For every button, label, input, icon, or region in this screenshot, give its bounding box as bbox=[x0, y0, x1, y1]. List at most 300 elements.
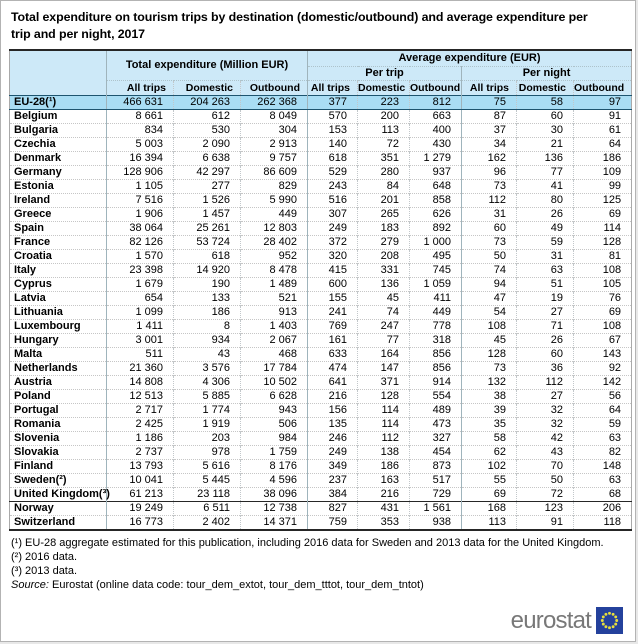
country-label: Switzerland bbox=[10, 515, 107, 530]
value-cell: 10 502 bbox=[241, 375, 308, 389]
value-cell: 109 bbox=[574, 165, 632, 179]
table-row bbox=[10, 221, 632, 235]
col-group-per-trip: Per trip bbox=[308, 66, 462, 80]
value-cell: 183 bbox=[358, 221, 410, 235]
country-label: Italy bbox=[10, 263, 107, 277]
value-cell: 30 bbox=[517, 123, 574, 137]
value-cell: 327 bbox=[410, 431, 462, 445]
value-cell: 216 bbox=[358, 487, 410, 501]
footnote-1: (¹) EU-28 aggregate estimated for this publication, including 2016 data for Sweden and 2013 data for the United Kingdom. bbox=[11, 536, 604, 549]
value-cell: 37 bbox=[462, 123, 517, 137]
country-label: Denmark bbox=[10, 151, 107, 165]
value-cell: 304 bbox=[241, 123, 308, 137]
table-row bbox=[10, 375, 632, 389]
value-cell: 2 717 bbox=[107, 403, 174, 417]
value-cell: 60 bbox=[462, 221, 517, 235]
value-cell: 1 403 bbox=[241, 319, 308, 333]
value-cell: 223 bbox=[358, 95, 410, 109]
value-cell: 74 bbox=[462, 263, 517, 277]
value-cell: 118 bbox=[574, 515, 632, 530]
value-cell: 1 679 bbox=[107, 277, 174, 291]
value-cell: 349 bbox=[308, 459, 358, 473]
country-label: Portugal bbox=[10, 403, 107, 417]
value-cell: 237 bbox=[308, 473, 358, 487]
value-cell: 5 885 bbox=[174, 389, 241, 403]
value-cell: 190 bbox=[174, 277, 241, 291]
table-row bbox=[10, 487, 632, 501]
value-cell: 142 bbox=[574, 375, 632, 389]
value-cell: 729 bbox=[410, 487, 462, 501]
value-cell: 69 bbox=[574, 305, 632, 319]
value-cell: 633 bbox=[308, 347, 358, 361]
value-cell: 4 596 bbox=[241, 473, 308, 487]
value-cell: 82 126 bbox=[107, 235, 174, 249]
value-cell: 71 bbox=[517, 319, 574, 333]
table-row bbox=[10, 151, 632, 165]
value-cell: 97 bbox=[574, 95, 632, 109]
value-cell: 8 049 bbox=[241, 109, 308, 123]
value-cell: 14 920 bbox=[174, 263, 241, 277]
source-line bbox=[11, 578, 625, 592]
col-group-total-expenditure: Total expenditure (Million EUR) bbox=[107, 50, 308, 80]
value-cell: 51 bbox=[517, 277, 574, 291]
value-cell: 6 511 bbox=[174, 501, 241, 515]
value-cell: 8 478 bbox=[241, 263, 308, 277]
country-label: Ireland bbox=[10, 193, 107, 207]
table-row bbox=[10, 403, 632, 417]
value-cell: 42 bbox=[517, 431, 574, 445]
value-cell: 203 bbox=[174, 431, 241, 445]
table-row bbox=[10, 137, 632, 151]
value-cell: 114 bbox=[358, 417, 410, 431]
country-label: France bbox=[10, 235, 107, 249]
value-cell: 600 bbox=[308, 277, 358, 291]
value-cell: 934 bbox=[174, 333, 241, 347]
table-row bbox=[10, 235, 632, 249]
value-cell: 50 bbox=[462, 249, 517, 263]
value-cell: 372 bbox=[308, 235, 358, 249]
value-cell: 449 bbox=[241, 207, 308, 221]
value-cell: 641 bbox=[308, 375, 358, 389]
value-cell: 516 bbox=[308, 193, 358, 207]
value-cell: 27 bbox=[517, 305, 574, 319]
value-cell: 12 513 bbox=[107, 389, 174, 403]
col-header-total-domestic: Domestic bbox=[174, 80, 241, 95]
value-cell: 38 bbox=[462, 389, 517, 403]
value-cell: 10 041 bbox=[107, 473, 174, 487]
value-cell: 147 bbox=[358, 361, 410, 375]
value-cell: 113 bbox=[358, 123, 410, 137]
value-cell: 1 457 bbox=[174, 207, 241, 221]
table-row bbox=[10, 417, 632, 431]
value-cell: 320 bbox=[308, 249, 358, 263]
value-cell: 778 bbox=[410, 319, 462, 333]
value-cell: 39 bbox=[462, 403, 517, 417]
value-cell: 84 bbox=[358, 179, 410, 193]
col-header-trip-all-trips: All trips bbox=[308, 80, 358, 95]
value-cell: 16 773 bbox=[107, 515, 174, 530]
table-row bbox=[10, 445, 632, 459]
value-cell: 61 bbox=[574, 123, 632, 137]
value-cell: 1 000 bbox=[410, 235, 462, 249]
eurostat-wordmark: eurostat bbox=[510, 607, 591, 634]
col-header-night-domestic: Domestic bbox=[517, 80, 574, 95]
value-cell: 984 bbox=[241, 431, 308, 445]
value-cell: 36 bbox=[517, 361, 574, 375]
value-cell: 5 616 bbox=[174, 459, 241, 473]
value-cell: 474 bbox=[308, 361, 358, 375]
value-cell: 1 099 bbox=[107, 305, 174, 319]
table-row bbox=[10, 207, 632, 221]
value-cell: 38 096 bbox=[241, 487, 308, 501]
value-cell: 318 bbox=[410, 333, 462, 347]
value-cell: 1 906 bbox=[107, 207, 174, 221]
value-cell: 38 064 bbox=[107, 221, 174, 235]
value-cell: 41 bbox=[517, 179, 574, 193]
value-cell: 554 bbox=[410, 389, 462, 403]
value-cell: 34 bbox=[462, 137, 517, 151]
value-cell: 892 bbox=[410, 221, 462, 235]
value-cell: 59 bbox=[574, 417, 632, 431]
footnote-2: (²) 2016 data. bbox=[11, 550, 78, 563]
value-cell: 914 bbox=[410, 375, 462, 389]
country-label: Poland bbox=[10, 389, 107, 403]
value-cell: 829 bbox=[241, 179, 308, 193]
value-cell: 54 bbox=[462, 305, 517, 319]
value-cell: 96 bbox=[462, 165, 517, 179]
value-cell: 9 757 bbox=[241, 151, 308, 165]
value-cell: 45 bbox=[358, 291, 410, 305]
value-cell: 663 bbox=[410, 109, 462, 123]
value-cell: 49 bbox=[517, 221, 574, 235]
value-cell: 873 bbox=[410, 459, 462, 473]
value-cell: 1 570 bbox=[107, 249, 174, 263]
value-cell: 247 bbox=[358, 319, 410, 333]
table-row bbox=[10, 263, 632, 277]
col-group-per-night: Per night bbox=[462, 66, 632, 80]
value-cell: 186 bbox=[174, 305, 241, 319]
expenditure-table bbox=[9, 49, 632, 531]
country-label: Austria bbox=[10, 375, 107, 389]
value-cell: 73 bbox=[462, 361, 517, 375]
value-cell: 1 919 bbox=[174, 417, 241, 431]
value-cell: 759 bbox=[308, 515, 358, 530]
value-cell: 648 bbox=[410, 179, 462, 193]
value-cell: 331 bbox=[358, 263, 410, 277]
value-cell: 153 bbox=[308, 123, 358, 137]
value-cell: 32 bbox=[517, 403, 574, 417]
value-cell: 307 bbox=[308, 207, 358, 221]
value-cell: 12 738 bbox=[241, 501, 308, 515]
value-cell: 77 bbox=[517, 165, 574, 179]
footnotes bbox=[11, 536, 625, 593]
value-cell: 529 bbox=[308, 165, 358, 179]
country-label: Romania bbox=[10, 417, 107, 431]
value-cell: 82 bbox=[574, 445, 632, 459]
value-cell: 108 bbox=[462, 319, 517, 333]
value-cell: 112 bbox=[517, 375, 574, 389]
value-cell: 2 090 bbox=[174, 137, 241, 151]
value-cell: 73 bbox=[462, 179, 517, 193]
value-cell: 128 bbox=[462, 347, 517, 361]
value-cell: 72 bbox=[358, 137, 410, 151]
value-cell: 6 628 bbox=[241, 389, 308, 403]
value-cell: 265 bbox=[358, 207, 410, 221]
table-row bbox=[10, 333, 632, 347]
value-cell: 21 360 bbox=[107, 361, 174, 375]
value-cell: 468 bbox=[241, 347, 308, 361]
value-cell: 143 bbox=[574, 347, 632, 361]
value-cell: 745 bbox=[410, 263, 462, 277]
value-cell: 7 516 bbox=[107, 193, 174, 207]
value-cell: 17 784 bbox=[241, 361, 308, 375]
value-cell: 31 bbox=[517, 249, 574, 263]
value-cell: 277 bbox=[174, 179, 241, 193]
table-row bbox=[10, 319, 632, 333]
source-text: Eurostat (online data code: tour_dem_extot, tour_dem_tttot, tour_dem_tntot) bbox=[51, 579, 424, 592]
value-cell: 2 737 bbox=[107, 445, 174, 459]
value-cell: 2 067 bbox=[241, 333, 308, 347]
value-cell: 148 bbox=[574, 459, 632, 473]
value-cell: 938 bbox=[410, 515, 462, 530]
value-cell: 208 bbox=[358, 249, 410, 263]
value-cell: 136 bbox=[517, 151, 574, 165]
country-label: Croatia bbox=[10, 249, 107, 263]
value-cell: 59 bbox=[517, 235, 574, 249]
value-cell: 43 bbox=[174, 347, 241, 361]
value-cell: 123 bbox=[517, 501, 574, 515]
value-cell: 102 bbox=[462, 459, 517, 473]
eu-flag-icon bbox=[596, 607, 623, 634]
value-cell: 16 394 bbox=[107, 151, 174, 165]
value-cell: 6 638 bbox=[174, 151, 241, 165]
table-row bbox=[10, 459, 632, 473]
table-row bbox=[10, 361, 632, 375]
value-cell: 1 526 bbox=[174, 193, 241, 207]
country-label: United Kingdom(³) bbox=[10, 487, 107, 501]
value-cell: 262 368 bbox=[241, 95, 308, 109]
table-row bbox=[10, 277, 632, 291]
value-cell: 8 bbox=[174, 319, 241, 333]
country-label: Czechia bbox=[10, 137, 107, 151]
value-cell: 112 bbox=[462, 193, 517, 207]
country-label: Spain bbox=[10, 221, 107, 235]
country-label: Slovakia bbox=[10, 445, 107, 459]
col-header-night-all-trips: All trips bbox=[462, 80, 517, 95]
value-cell: 138 bbox=[358, 445, 410, 459]
value-cell: 60 bbox=[517, 347, 574, 361]
value-cell: 60 bbox=[517, 109, 574, 123]
value-cell: 1 279 bbox=[410, 151, 462, 165]
value-cell: 21 bbox=[517, 137, 574, 151]
country-label: Slovenia bbox=[10, 431, 107, 445]
value-cell: 63 bbox=[574, 431, 632, 445]
value-cell: 133 bbox=[174, 291, 241, 305]
col-header-trip-outbound: Outbound bbox=[410, 81, 461, 94]
col-header-total-outbound: Outbound bbox=[241, 80, 308, 95]
col-header-night-outbound: Outbound bbox=[574, 80, 632, 95]
country-label: Luxembourg bbox=[10, 319, 107, 333]
value-cell: 128 906 bbox=[107, 165, 174, 179]
value-cell: 58 bbox=[462, 431, 517, 445]
table-header bbox=[10, 50, 632, 95]
value-cell: 156 bbox=[308, 403, 358, 417]
value-cell: 827 bbox=[308, 501, 358, 515]
country-label: Cyprus bbox=[10, 277, 107, 291]
value-cell: 14 371 bbox=[241, 515, 308, 530]
value-cell: 23 118 bbox=[174, 487, 241, 501]
source-label: Source: bbox=[11, 579, 49, 592]
value-cell: 87 bbox=[462, 109, 517, 123]
country-label: EU-28(¹) bbox=[10, 95, 107, 109]
corner-cell bbox=[10, 50, 107, 95]
footnote-3: (³) 2013 data. bbox=[11, 564, 78, 577]
table-row bbox=[10, 95, 632, 109]
value-cell: 856 bbox=[410, 347, 462, 361]
country-label: Malta bbox=[10, 347, 107, 361]
value-cell: 56 bbox=[574, 389, 632, 403]
eurostat-logo bbox=[511, 607, 623, 634]
value-cell: 449 bbox=[410, 305, 462, 319]
value-cell: 25 261 bbox=[174, 221, 241, 235]
value-cell: 5 445 bbox=[174, 473, 241, 487]
value-cell: 937 bbox=[410, 165, 462, 179]
country-label: Bulgaria bbox=[10, 123, 107, 137]
value-cell: 431 bbox=[358, 501, 410, 515]
value-cell: 91 bbox=[574, 109, 632, 123]
value-cell: 136 bbox=[358, 277, 410, 291]
value-cell: 23 398 bbox=[107, 263, 174, 277]
value-cell: 654 bbox=[107, 291, 174, 305]
value-cell: 75 bbox=[462, 95, 517, 109]
value-cell: 626 bbox=[410, 207, 462, 221]
value-cell: 3 576 bbox=[174, 361, 241, 375]
value-cell: 19 bbox=[517, 291, 574, 305]
value-cell: 32 bbox=[517, 417, 574, 431]
country-label: Belgium bbox=[10, 109, 107, 123]
value-cell: 161 bbox=[308, 333, 358, 347]
value-cell: 353 bbox=[358, 515, 410, 530]
value-cell: 186 bbox=[574, 151, 632, 165]
country-label: Sweden(²) bbox=[10, 473, 107, 487]
value-cell: 371 bbox=[358, 375, 410, 389]
value-cell: 280 bbox=[358, 165, 410, 179]
value-cell: 164 bbox=[358, 347, 410, 361]
col-header-total-all-trips: All trips bbox=[107, 80, 174, 95]
value-cell: 978 bbox=[174, 445, 241, 459]
value-cell: 521 bbox=[241, 291, 308, 305]
value-cell: 3 001 bbox=[107, 333, 174, 347]
country-label: Finland bbox=[10, 459, 107, 473]
value-cell: 186 bbox=[358, 459, 410, 473]
country-label: Estonia bbox=[10, 179, 107, 193]
value-cell: 12 803 bbox=[241, 221, 308, 235]
value-cell: 63 bbox=[574, 473, 632, 487]
table-row bbox=[10, 473, 632, 487]
value-cell: 67 bbox=[574, 333, 632, 347]
value-cell: 952 bbox=[241, 249, 308, 263]
table-row bbox=[10, 123, 632, 137]
value-cell: 530 bbox=[174, 123, 241, 137]
value-cell: 13 793 bbox=[107, 459, 174, 473]
country-label: Latvia bbox=[10, 291, 107, 305]
value-cell: 80 bbox=[517, 193, 574, 207]
value-cell: 163 bbox=[358, 473, 410, 487]
table-row bbox=[10, 501, 632, 515]
value-cell: 70 bbox=[517, 459, 574, 473]
value-cell: 26 bbox=[517, 333, 574, 347]
value-cell: 14 808 bbox=[107, 375, 174, 389]
value-cell: 618 bbox=[308, 151, 358, 165]
value-cell: 618 bbox=[174, 249, 241, 263]
value-cell: 108 bbox=[574, 319, 632, 333]
value-cell: 206 bbox=[574, 501, 632, 515]
value-cell: 216 bbox=[308, 389, 358, 403]
value-cell: 241 bbox=[308, 305, 358, 319]
value-cell: 454 bbox=[410, 445, 462, 459]
value-cell: 94 bbox=[462, 277, 517, 291]
value-cell: 92 bbox=[574, 361, 632, 375]
value-cell: 400 bbox=[410, 123, 462, 137]
value-cell: 43 bbox=[517, 445, 574, 459]
table-row bbox=[10, 291, 632, 305]
value-cell: 200 bbox=[358, 109, 410, 123]
value-cell: 351 bbox=[358, 151, 410, 165]
value-cell: 8 661 bbox=[107, 109, 174, 123]
value-cell: 162 bbox=[462, 151, 517, 165]
value-cell: 943 bbox=[241, 403, 308, 417]
table-row bbox=[10, 389, 632, 403]
value-cell: 31 bbox=[462, 207, 517, 221]
value-cell: 114 bbox=[358, 403, 410, 417]
value-cell: 856 bbox=[410, 361, 462, 375]
value-cell: 99 bbox=[574, 179, 632, 193]
value-cell: 506 bbox=[241, 417, 308, 431]
value-cell: 1 489 bbox=[241, 277, 308, 291]
value-cell: 64 bbox=[574, 137, 632, 151]
value-cell: 834 bbox=[107, 123, 174, 137]
country-label: Germany bbox=[10, 165, 107, 179]
value-cell: 204 263 bbox=[174, 95, 241, 109]
value-cell: 135 bbox=[308, 417, 358, 431]
value-cell: 105 bbox=[574, 277, 632, 291]
value-cell: 50 bbox=[517, 473, 574, 487]
value-cell: 511 bbox=[107, 347, 174, 361]
value-cell: 812 bbox=[410, 95, 462, 109]
value-cell: 73 bbox=[462, 235, 517, 249]
value-cell: 155 bbox=[308, 291, 358, 305]
table-row bbox=[10, 165, 632, 179]
value-cell: 415 bbox=[308, 263, 358, 277]
table-body bbox=[10, 95, 632, 530]
value-cell: 91 bbox=[517, 515, 574, 530]
value-cell: 1 105 bbox=[107, 179, 174, 193]
country-label: Lithuania bbox=[10, 305, 107, 319]
value-cell: 2 402 bbox=[174, 515, 241, 530]
value-cell: 1 411 bbox=[107, 319, 174, 333]
value-cell: 113 bbox=[462, 515, 517, 530]
value-cell: 249 bbox=[308, 445, 358, 459]
country-label: Hungary bbox=[10, 333, 107, 347]
country-label: Netherlands bbox=[10, 361, 107, 375]
value-cell: 5 003 bbox=[107, 137, 174, 151]
value-cell: 69 bbox=[574, 207, 632, 221]
value-cell: 76 bbox=[574, 291, 632, 305]
value-cell: 913 bbox=[241, 305, 308, 319]
value-cell: 42 297 bbox=[174, 165, 241, 179]
table-row bbox=[10, 515, 632, 530]
value-cell: 466 631 bbox=[107, 95, 174, 109]
